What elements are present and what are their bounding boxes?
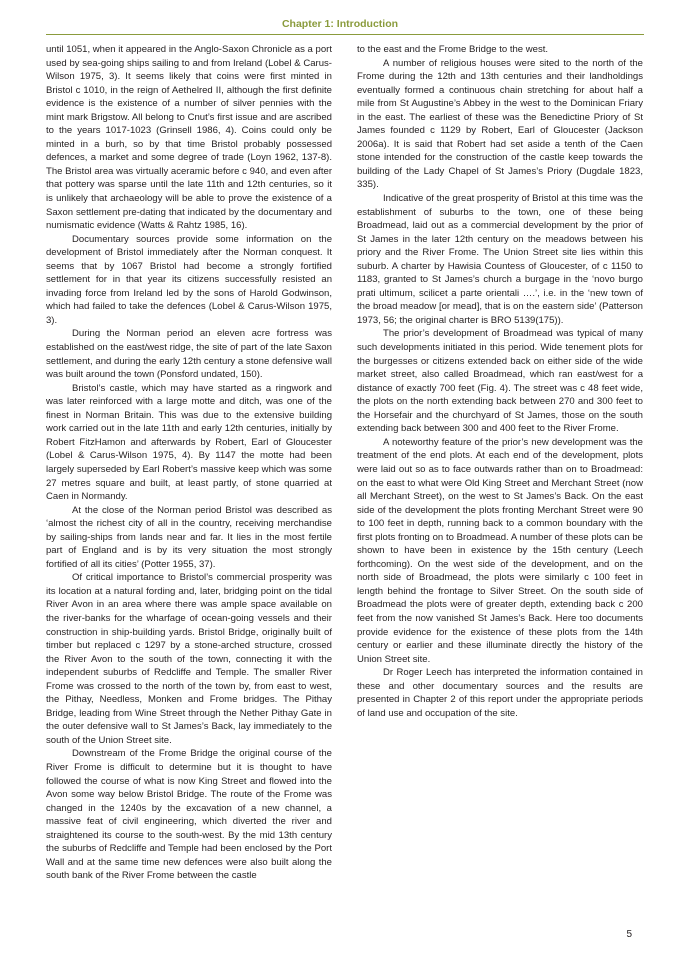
paragraph: During the Norman period an eleven acre fortress was established on the east/west ridge, the site of part of the late Saxon settlement, and during the early 12th century a stone defensive wall was built around the town (Ponsford undated, 150). bbox=[46, 328, 332, 381]
paragraph: A noteworthy feature of the prior’s new development was the treatment of the end plots. At each end of the development, plots were laid out so as to face outwards rather than on to Broadmead: on the east to what were Old King Street and Merchant Street (now all Merchant Street), on the west to St James’s Back. On the east side of the development the plots fronting Merchant Street were 90 to 100 feet in depth, running back to a common boundary with the first plots fronting on to Broadmead. A number of these plots can be shown to have been in existence by the 15th century (Leech forthcoming). On the west side of the development, and on the north side of Broadmead, the plots were similarly c 100 feet in length behind the frontage to Silver Street. On the south side of Broadmead the plots were of greater depth, extending back c 200 feet from the now vanished St James’s Back. Here too documents provide evidence for the existence of these plots from the 14th century or earlier and these illuminate directly the history of the Union Street site. bbox=[357, 436, 643, 665]
paragraph: Dr Roger Leech has interpreted the information contained in these and other documentary sources and the results are presented in Chapter 2 of this report under the appropriate periods of land use and occupation of the site. bbox=[357, 667, 643, 719]
paragraph: Bristol’s castle, which may have started as a ringwork and was later reinforced with a large motte and ditch, was one of the finest in Norman Britain. This was due to the extensive building work carried out in the late 11th and early 12th centuries, initially by Robert FitzHamon and afterwards by Robert, Earl of Gloucester (Lobel & Carus-Wilson 1975, 4). By 1147 the motte had been largely superseded by Earl Robert’s massive keep which was some 27 metres square and built, at least partly, of stone quarried at Caen in Normandy. bbox=[46, 382, 332, 503]
paragraph: Of critical importance to Bristol’s commercial prosperity was its location at a natural fording and, later, bridging point on the tidal River Avon in an area where there was ample space available on the river-banks for the wharfage of ocean-going vessels and their construction in ship-building yards. Bristol Bridge, originally built of timber but replaced c 1297 by a stone-arched structure, crossed the River Avon to the south of the town, connecting it with the independent suburbs of Redcliffe and Temple. The smaller River Frome was crossed to the north of the town by, from east to west, the Pithay, Needless, Monken and Frome bridges. The Pithay Bridge, leading from Wine Street through the Nether Pithay Gate in the outer defensive wall to St James’s Back, lay immediately to the south of the Union Street site. bbox=[46, 572, 332, 746]
paragraph: to the east and the Frome Bridge to the west. bbox=[357, 44, 549, 55]
paragraph: The prior’s development of Broadmead was typical of many such developments initiated in this period. Wide tenement plots for the burgesses or citizens extended back on either side of the wide market street, also called Broadmead, which ran east/west for a distance of exactly 700 feet (Fig. 4). The street was c 48 feet wide, the plots on the north extending back between 270 and 300 feet to the Horsefair and the churchyard of St James, those on the south extending back between 300 and 400 feet to the River Frome. bbox=[357, 328, 643, 435]
paragraph: A number of religious houses were sited to the north of the Frome during the 12th and 13th centuries and their landholdings eventually formed a continuous chain stretching for about half a mile from St Augustine’s Abbey in the west to the Dominican Friary in the east. The earliest of these was the Benedictine Priory of St James founded c 1129 by Robert, Earl of Gloucester (Jackson 2006a). It is said that Robert had set aside a tenth of the Caen stone intended for the construction of the castle keep towards the building of the Lady Chapel of St James’s Priory (Dugdale 1823, 335). bbox=[357, 57, 643, 191]
right-column bbox=[357, 43, 643, 720]
left-column bbox=[46, 43, 332, 883]
header-rule bbox=[46, 34, 644, 35]
paragraph: Documentary sources provide some information on the development of Bristol immediately after the Norman conquest. It seems that by 1067 Bristol had become a strongly fortified settlement for in that year its citizens successfully resisted an invading force from Ireland led by the sons of Harold Godwinson, which had failed to take the defences (Lobel & Carus-Wilson 1975, 3). bbox=[46, 233, 332, 326]
paragraph: Downstream of the Frome Bridge the original course of the River Frome is difficult to determine but it is thought to have followed the course of what is now King Street and flowed into the Avon some way below Bristol Bridge. The route of the Frome was changed in the 1240s by the excavation of a new channel, a massive feat of civil engineering, which diverted the river and straightened its course to the south-west. By the mid 13th century the suburbs of Redcliffe and Temple had been enclosed by the Port Wall and at the same time new defences were also built along the south bank of the River Frome between the castle bbox=[46, 748, 332, 882]
paragraph: until 1051, when it appeared in the Anglo-Saxon Chronicle as a port used by sea-going ships sailing to and from Ireland (Lobel & Carus-Wilson 1975, 3). It seems likely that coins were first minted in Bristol c 1010, in the reign of Aethelred II, although the first definite evidence is the existence of a number of silver pennies with the mint mark Brigstow. All belong to Cnut’s first issue and are ascribed to the years 1017-1023 (Grinsell 1986, 4). Coins could only be minted in a burh, so by that time Bristol probably possessed defences, a market and some degree of trade (Loyn 1962, 137-8). The Bristol area was virtually aceramic before c 940, and even after that pottery was sparse until the late 11th and 12th centuries, so it is unlikely that archaeology will be able to prove the existence of a Saxon settlement pre-dating that indicated by the documentary and numismatic evidence (Watts & Rahtz 1985, 16). bbox=[46, 44, 332, 232]
running-head: Chapter 1: Introduction bbox=[281, 18, 399, 30]
paragraph: At the close of the Norman period Bristol was described as ‘almost the richest city of all in the country, receiving merchandise by sailing-ships from lands near and far. It lies in the most fertile part of England and is by its very situation the most strongly fortified of all its cities’ (Potter 1955, 37). bbox=[46, 504, 332, 570]
paragraph: Indicative of the great prosperity of Bristol at this time was the establishment of suburbs to the town, one of these being Broadmead, laid out as a commercial development by the prior of St James in the later 12th century on the meadows between his priory and the River Frome. The Union Street site lies within this suburb. A charter by Hawisia Countess of Gloucester, of c 1150 to 1183, granted to St James’s church a burgage in the ‘novo burgo prati ultimum, scilicet a parte orientali ….’, i.e. in the ‘new town of the broad meadow [or mead], that is on the eastern side’ (Patterson 1973, 56; the original charter is BRO 5139(175)). bbox=[357, 193, 644, 326]
page-number: 5 bbox=[626, 929, 632, 940]
